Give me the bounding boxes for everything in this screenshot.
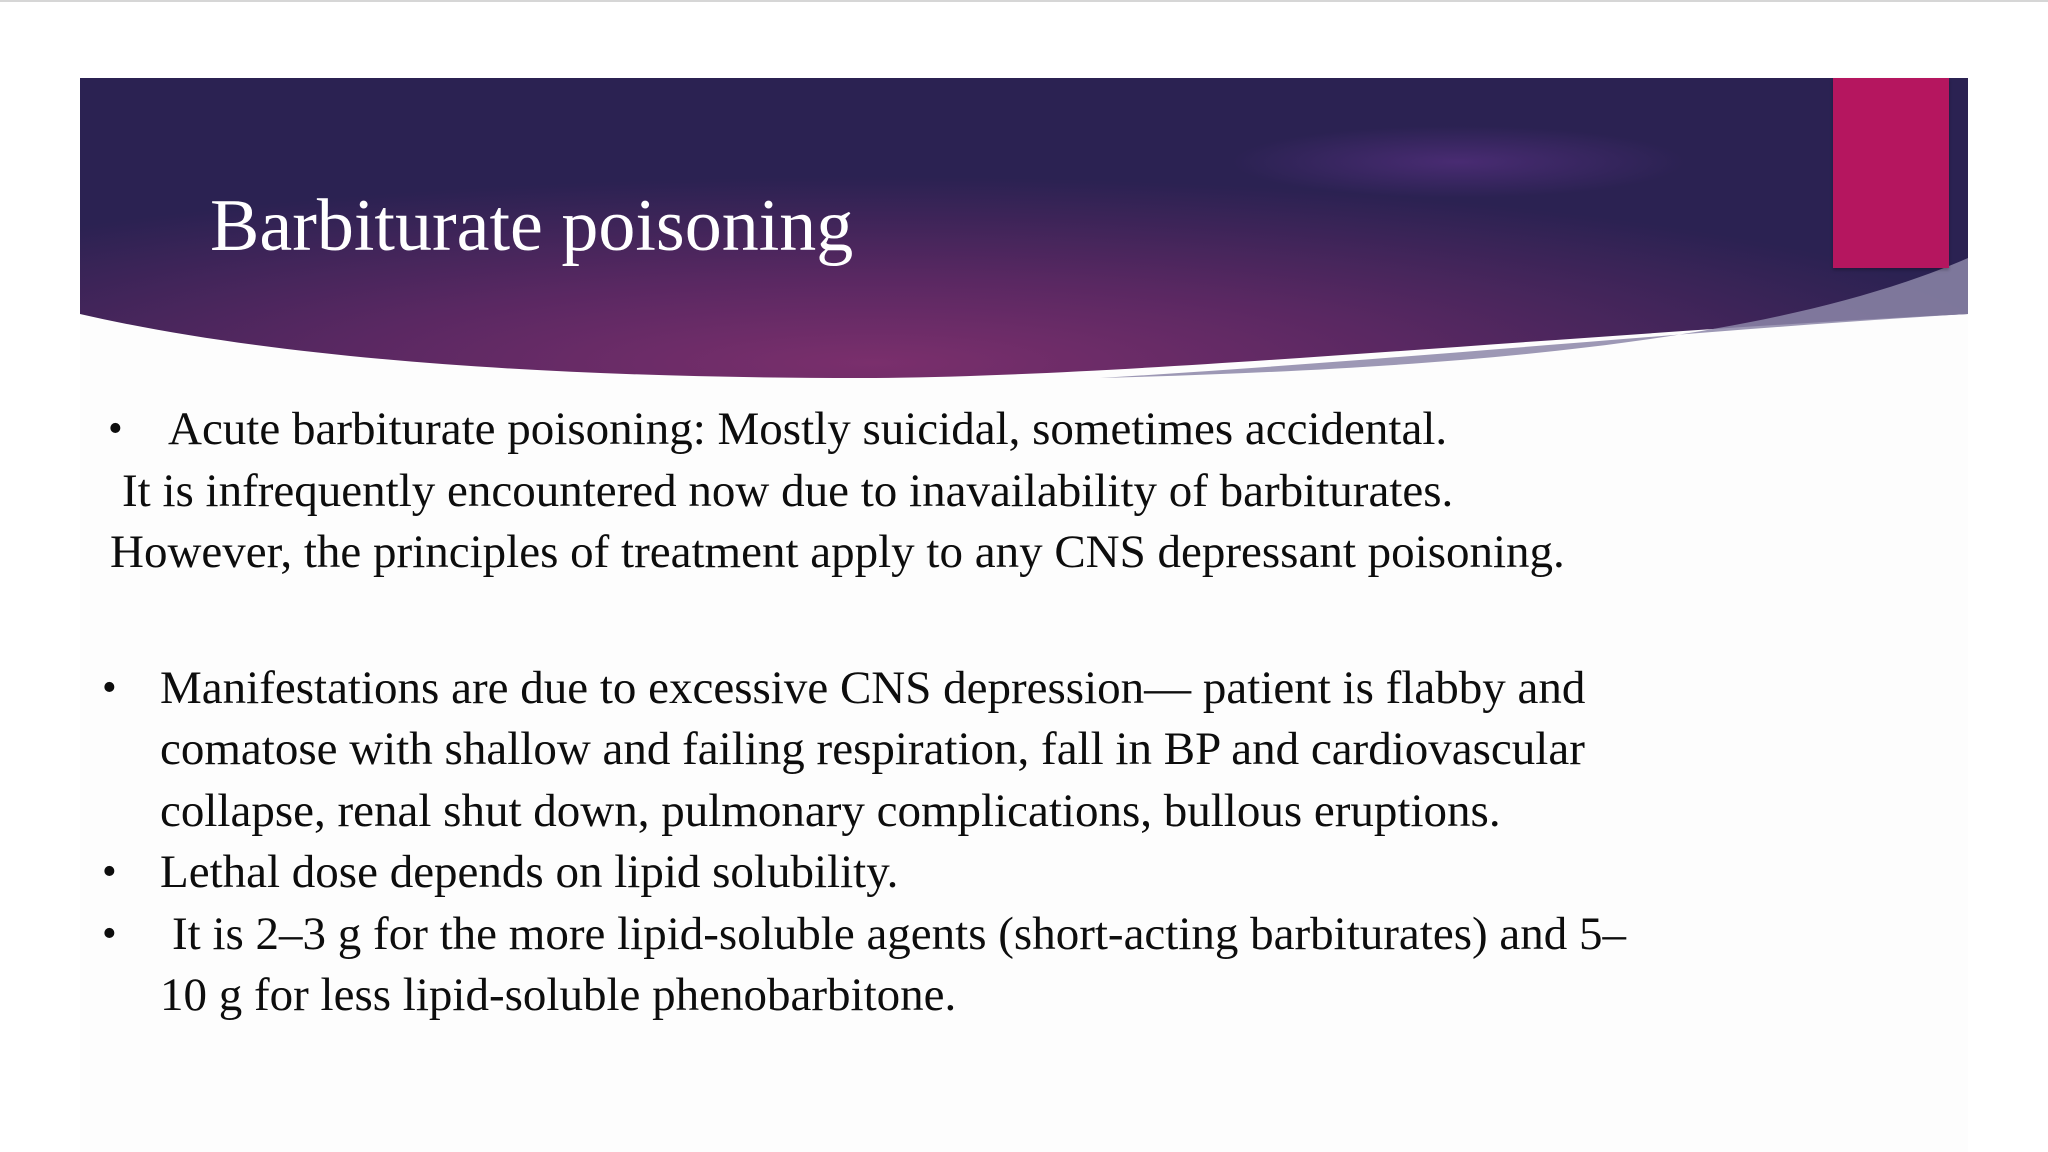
bullet-marker: • <box>102 665 117 711</box>
slide-title: Barbiturate poisoning <box>210 185 854 267</box>
paragraph1-line1: Acute barbiturate poisoning: Mostly suicidal, sometimes accidental. <box>168 403 1448 455</box>
manifestations-line3: collapse, renal shut down, pulmonary complications, bullous eruptions. <box>160 785 1501 837</box>
bullet-marker: • <box>108 406 123 452</box>
dose-values-line2: 10 g for less lipid-soluble phenobarbitone. <box>160 969 957 1021</box>
manifestations-line2: comatose with shallow and failing respiration, fall in BP and cardiovascular <box>160 723 1585 775</box>
bullet-marker: • <box>102 911 117 957</box>
manifestations-line1: Manifestations are due to excessive CNS depression— patient is flabby and <box>160 662 1586 714</box>
dose-values-line1: It is 2–3 g for the more lipid-soluble agents (short-acting barbiturates) and 5– <box>172 908 1627 960</box>
accent-tab <box>1833 78 1949 268</box>
window-top-border <box>0 0 2048 2</box>
paragraph1-line2: It is infrequently encountered now due to inavailability of barbiturates. <box>122 465 1454 517</box>
lethal-dose-line1: Lethal dose depends on lipid solubility. <box>160 846 899 898</box>
paragraph1-line3: However, the principles of treatment apply to any CNS depressant poisoning. <box>110 526 1565 578</box>
bullet-marker: • <box>102 849 117 895</box>
